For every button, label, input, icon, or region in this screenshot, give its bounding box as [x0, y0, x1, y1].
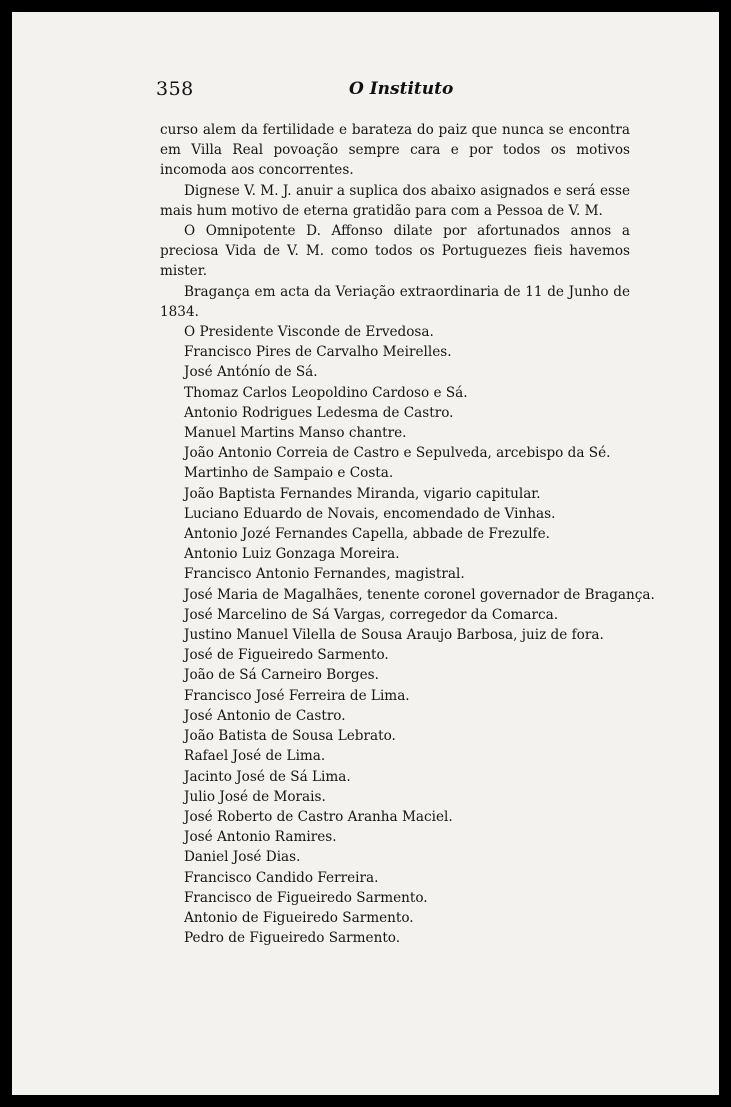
signatory: João Baptista Fernandes Miranda, vigario capitular.	[184, 485, 541, 502]
page-number: 358	[156, 78, 194, 100]
page-header	[156, 78, 456, 106]
signatory: Antonio Jozé Fernandes Capella, abbade de Frezulfe.	[184, 526, 550, 543]
signatory: Francisco Antonio Fernandes, magistral.	[184, 566, 465, 583]
paragraph: O Omnipotente D. Affonso dilate por afortunados annos a preciosa Vida de V. M. como todos os Portuguezes fieis havemos mister.	[160, 223, 630, 280]
paragraph: curso alem da fertilidade e barateza do paiz que nunca se encontra em Villa Real povoação sempre cara e por todos os motivos incomoda aos concorrentes.	[160, 122, 630, 179]
signatory: Antonio Rodrigues Ledesma de Castro.	[184, 404, 454, 421]
signatory: Rafael José de Lima.	[184, 748, 326, 765]
signatory: Julio José de Morais.	[184, 788, 326, 805]
scanned-page	[12, 12, 719, 1095]
signatory: O Presidente Visconde de Ervedosa.	[184, 324, 434, 341]
signatory: Daniel José Dias.	[184, 849, 301, 866]
signatory-list	[160, 322, 655, 948]
signatory: João Antonio Correia de Castro e Sepulveda, arcebispo da Sé.	[184, 445, 611, 462]
signatory: Antonio Luiz Gonzaga Moreira.	[184, 546, 400, 563]
signatory: Francisco José Ferreira de Lima.	[184, 687, 410, 704]
signatory: José de Figueiredo Sarmento.	[184, 647, 389, 664]
signatory: José Antonio de Castro.	[184, 707, 346, 724]
signatory: José Antonio Ramires.	[184, 829, 337, 846]
signatory: Thomaz Carlos Leopoldino Cardoso e Sá.	[184, 384, 468, 401]
page-body	[160, 120, 655, 948]
signatory: Francisco Pires de Carvalho Meirelles.	[184, 344, 452, 361]
signatory: José Maria de Magalhães, tenente coronel governador de Bragança.	[184, 586, 655, 603]
signatory: Justino Manuel Vilella de Sousa Araujo Barbosa, juiz de fora.	[184, 627, 604, 644]
signatory: José Antónío de Sá.	[184, 364, 318, 381]
signatory: Francisco Candido Ferreira.	[184, 869, 379, 886]
signatory: Francisco de Figueiredo Sarmento.	[184, 889, 428, 906]
signatory: João de Sá Carneiro Borges.	[184, 667, 379, 684]
signatory: José Roberto de Castro Aranha Maciel.	[184, 808, 453, 825]
signatory: Luciano Eduardo de Novais, encomendado de Vinhas.	[184, 505, 556, 522]
signatory: Jacinto José de Sá Lima.	[184, 768, 351, 785]
signatory: Antonio de Figueiredo Sarmento.	[184, 909, 414, 926]
running-title: O Instituto	[349, 79, 454, 99]
paragraph: Dignese V. M. J. anuir a suplica dos abaixo asignados e será esse mais hum motivo de eterna gratidão para com a Pessoa de V. M.	[160, 182, 630, 219]
signatory: João Batista de Sousa Lebrato.	[184, 728, 396, 745]
signatory: Martinho de Sampaio e Costa.	[184, 465, 394, 482]
signatory: Manuel Martins Manso chantre.	[184, 425, 407, 442]
signatory: Pedro de Figueiredo Sarmento.	[184, 930, 401, 947]
signatory: José Marcelino de Sá Vargas, corregedor da Comarca.	[184, 606, 559, 623]
paragraph: Bragança em acta da Veriação extraordinaria de 11 de Junho de 1834.	[160, 283, 630, 320]
